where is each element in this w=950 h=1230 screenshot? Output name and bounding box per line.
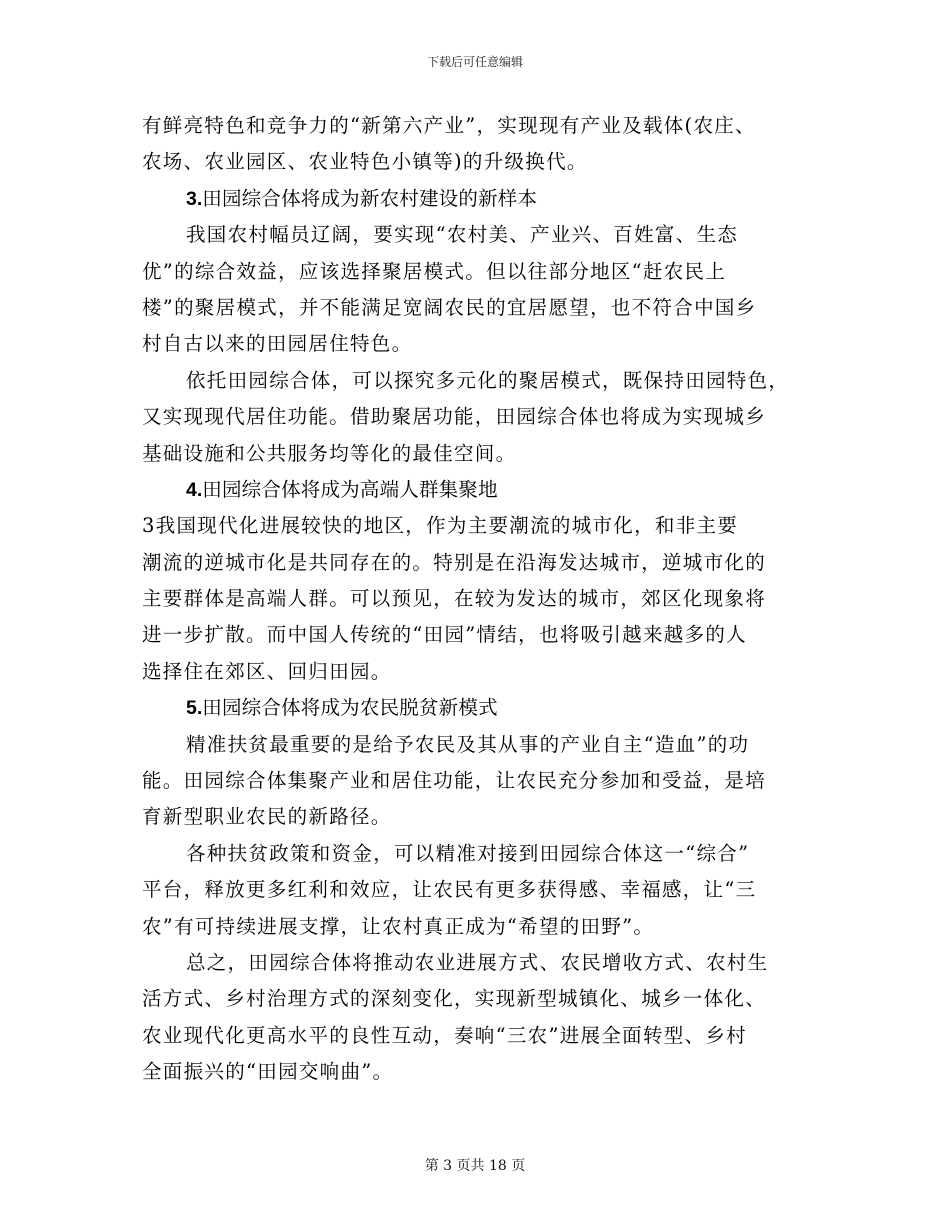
text-line: 有鲜亮特色和竞争力的“新第六产业”，实现现有产业及载体(农庄、 bbox=[142, 114, 756, 137]
text-line: 精准扶贫最重要的是给予农民及其从事的产业自主“造血”的功 bbox=[186, 732, 750, 756]
text-line: 总之，田园综合体将推动农业进展方式、农民增收方式、农村生 bbox=[186, 950, 769, 974]
text-line: 农场、农业园区、农业特色小镇等)的升级换代。 bbox=[142, 150, 588, 174]
page-header: 下载后可任意编辑 bbox=[426, 55, 523, 69]
text-line: 全面振兴的“田园交响曲”。 bbox=[142, 1060, 394, 1084]
text-line: 育新型职业农民的新路径。 bbox=[142, 805, 392, 829]
section-heading bbox=[142, 472, 814, 508]
text-line: 我国农村幅员辽阔，要实现“农村美、产业兴、百姓富、生态 bbox=[186, 223, 739, 247]
text-line: 基础设施和公共服务均等化的最佳空间。 bbox=[142, 441, 517, 465]
page-footer: 第 3 页共 18 页 bbox=[424, 1158, 526, 1174]
section-title: 田园综合体将成为农民脱贫新模式 bbox=[202, 696, 498, 720]
text-line: 平台，释放更多红利和效应，让农民有更多获得感、幸福感，让“三 bbox=[142, 878, 757, 902]
text-line: 各种扶贫政策和资金，可以精准对接到田园综合体这一“综合” bbox=[186, 841, 750, 865]
text-line: 主要群体是高端人群。可以预见，在较为发达的城市，郊区化现象将 bbox=[142, 587, 767, 611]
text-line: 依托田园综合体，可以探究多元化的聚居模式，既保持田园特色， bbox=[186, 368, 790, 392]
section-number: 5. bbox=[186, 697, 203, 720]
text-line: 能。田园综合体集聚产业和居住功能，让农民充分参加和受益，是培 bbox=[142, 769, 767, 793]
text-line: 优”的综合效益，应该选择聚居模式。但以往部分地区“赶农民上 bbox=[142, 259, 727, 283]
text-line: 3我国现代化进展较快的地区，作为主要潮流的城市化，和非主要 bbox=[142, 514, 739, 538]
section-number: 3. bbox=[186, 187, 203, 210]
section-title: 田园综合体将成为新农村建设的新样本 bbox=[202, 186, 538, 210]
text-line: 农业现代化更高水平的良性互动，奏响“三农”进展全面转型、乡村 bbox=[142, 1023, 747, 1047]
text-line: 进一步扩散。而中国人传统的“田园”情结，也将吸引越来越多的人 bbox=[142, 623, 747, 647]
document-body bbox=[142, 108, 814, 1091]
section-heading bbox=[142, 690, 814, 726]
text-line: 楼”的聚居模式，并不能满足宽阔农民的宜居愿望，也不符合中国乡 bbox=[142, 295, 757, 319]
section-number: 4. bbox=[186, 478, 203, 501]
section-title: 田园综合体将成为高端人群集聚地 bbox=[202, 477, 498, 501]
text-line: 潮流的逆城市化是共同存在的。特别是在沿海发达城市，逆城市化的 bbox=[142, 550, 767, 574]
text-line: 活方式、乡村治理方式的深刻变化，实现新型城镇化、城乡一体化、 bbox=[142, 987, 767, 1011]
text-line: 农”有可持续进展支撑，让农村真正成为“希望的田野”。 bbox=[142, 914, 655, 938]
text-line: 又实现现代居住功能。借助聚居功能，田园综合体也将成为实现城乡 bbox=[142, 405, 767, 429]
section-heading bbox=[142, 181, 814, 217]
text-line: 选择住在郊区、回归田园。 bbox=[142, 659, 392, 683]
text-line: 村自古以来的田园居住特色。 bbox=[142, 332, 413, 356]
